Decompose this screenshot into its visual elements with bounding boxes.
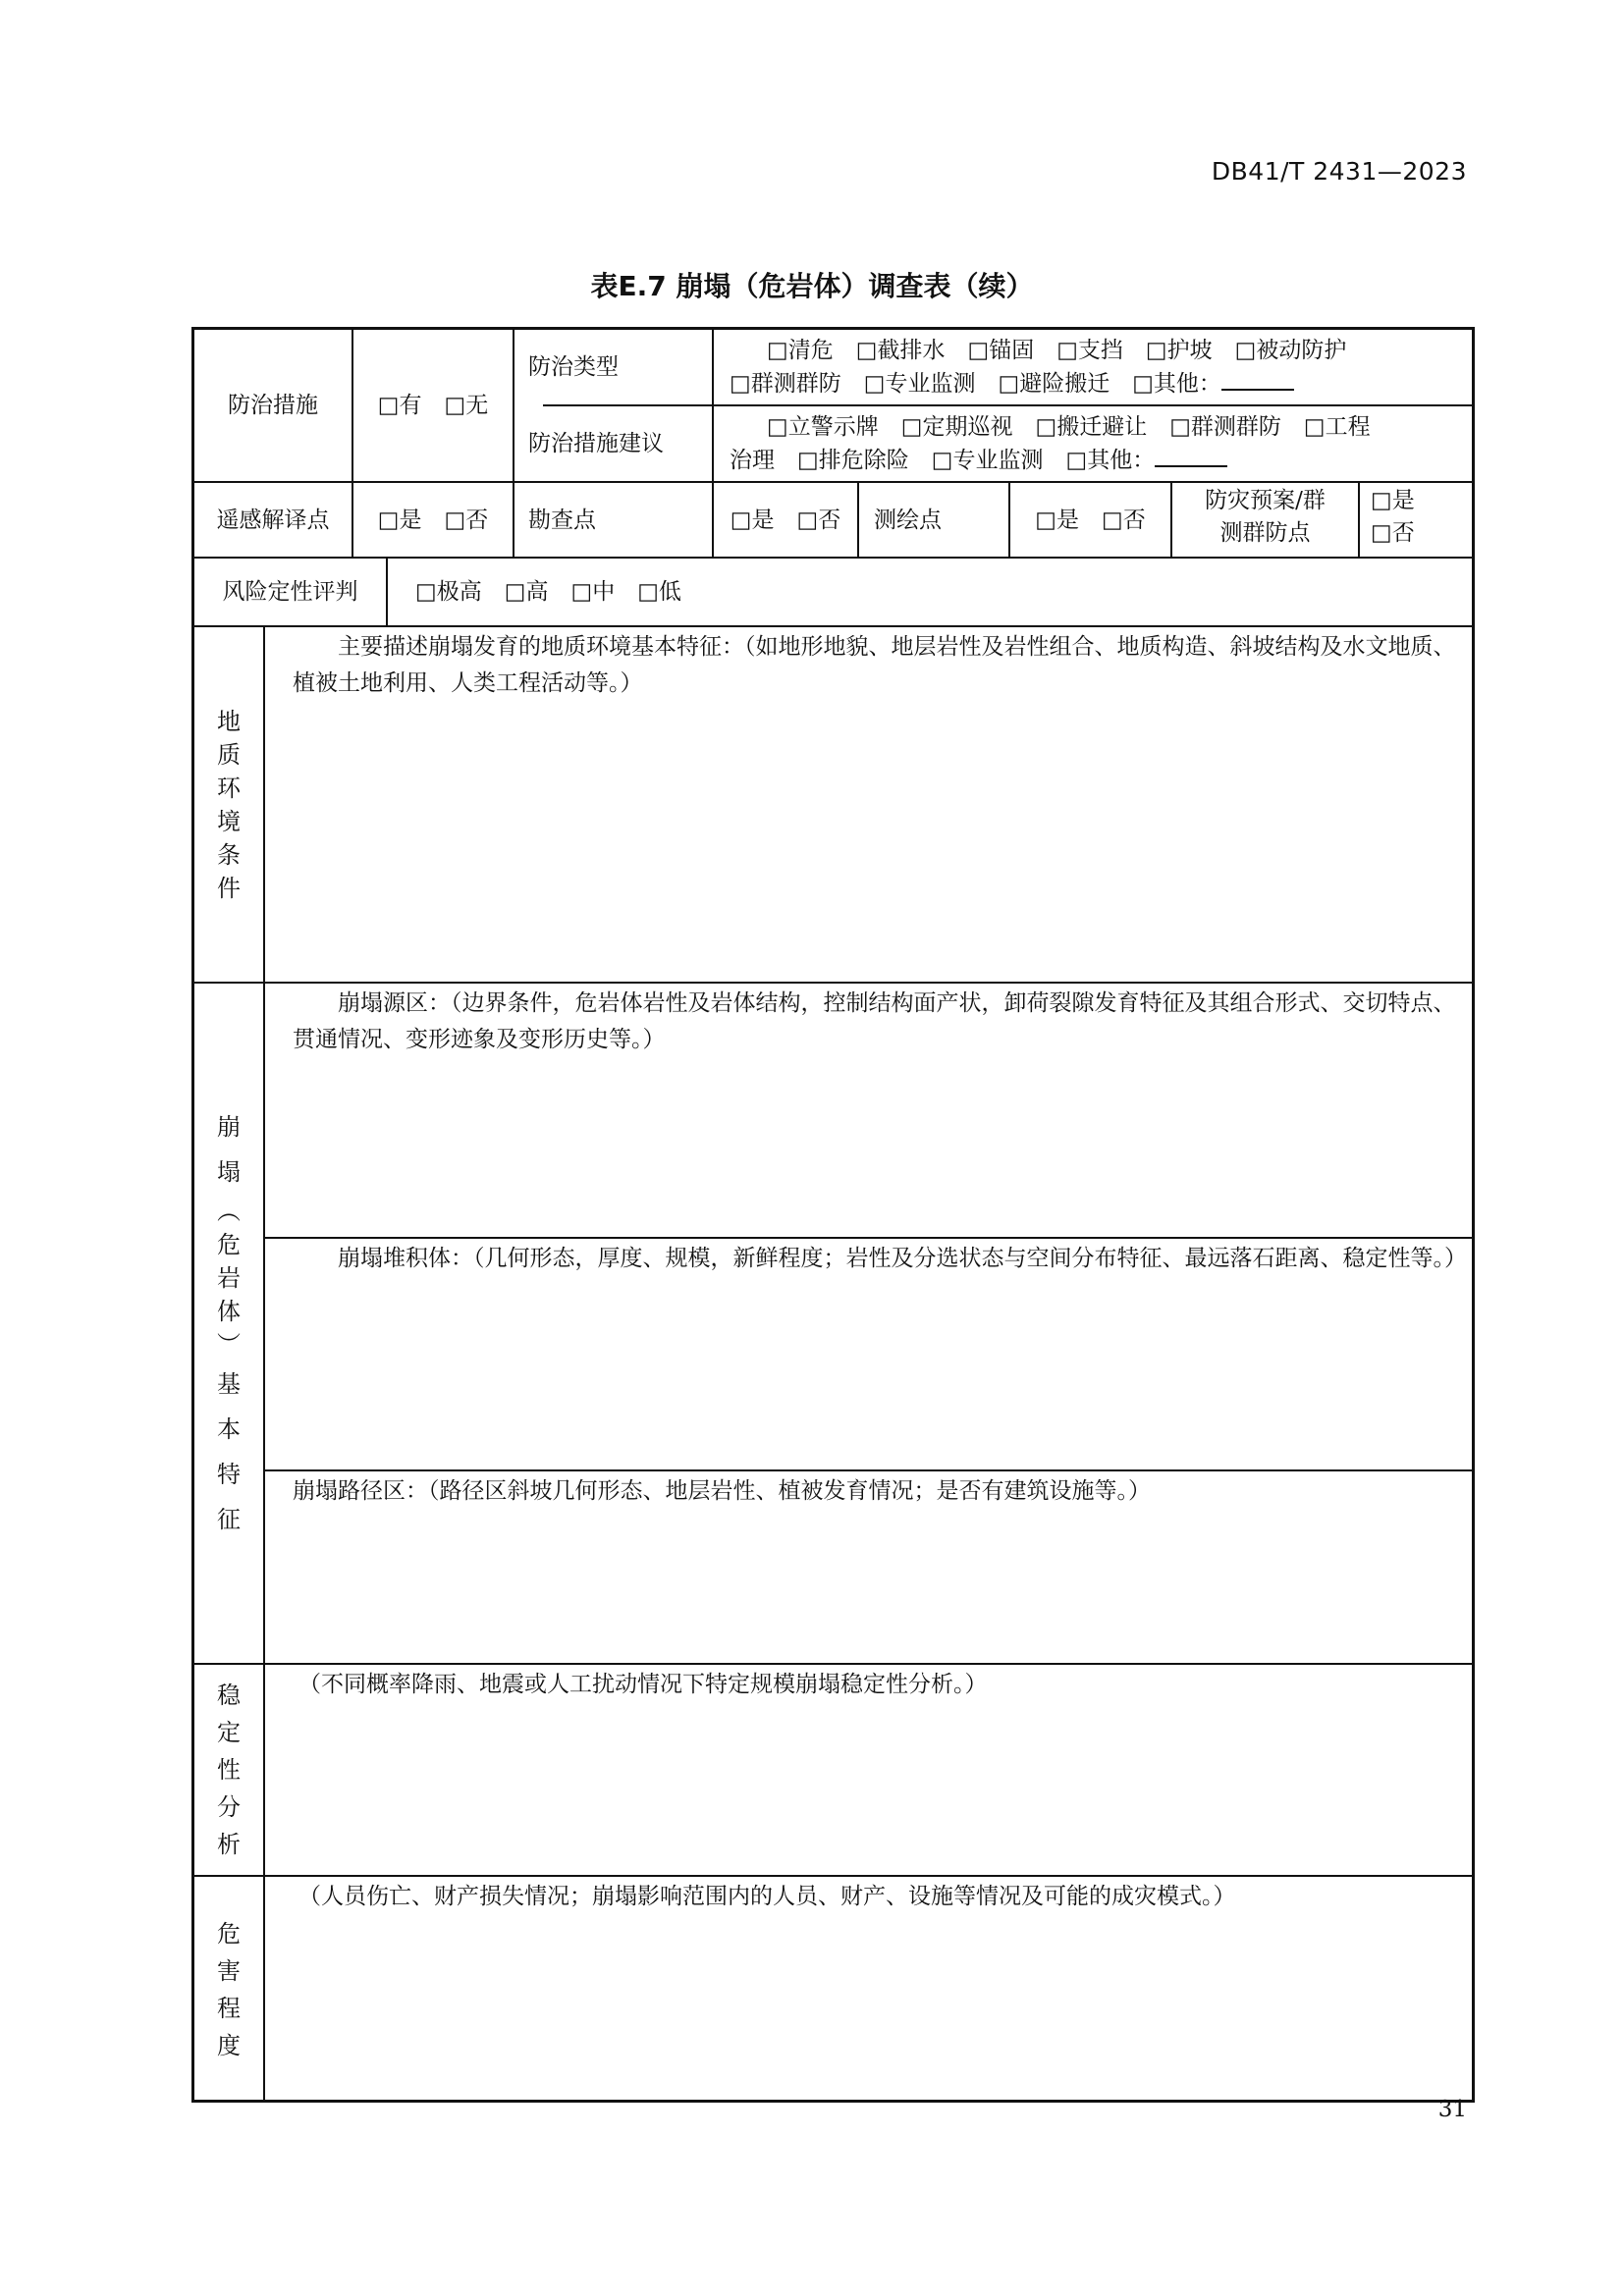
prevention-suggest-line1: □立警示牌 □定期巡视 □搬迁避让 □群测群防 □工程 <box>767 414 1371 440</box>
plan-options <box>1371 485 1469 557</box>
col-divider <box>1358 481 1360 557</box>
label-char: 境 <box>217 807 241 835</box>
risk-options: □极高 □高 □中 □低 <box>415 579 681 605</box>
deposit-text: 崩塌堆积体：（几何形态，厚度、规模，新鲜程度；岩性及分选状态与空间分布特征、最远落石距离、稳定性等。） <box>338 1246 1467 1271</box>
stability-label <box>194 1665 263 1875</box>
geo-env-label <box>194 627 263 982</box>
row-divider <box>194 1663 1475 1665</box>
label-char: 环 <box>217 774 241 802</box>
label-char: 析 <box>217 1831 241 1858</box>
label-char: ︶ <box>217 1331 241 1359</box>
hazard-text: （人员伤亡、财产损失情况；崩塌影响范围内的人员、财产、设施等情况及可能的成灾模式。） <box>298 1884 1236 1909</box>
label-char: 件 <box>217 874 241 902</box>
plan-label-line2: 测群防点 <box>1219 520 1311 546</box>
col-divider <box>513 481 514 557</box>
label-char: 体 <box>217 1298 241 1325</box>
label-char: 危 <box>217 1920 241 1948</box>
label-char: 分 <box>217 1793 241 1821</box>
source-area-text: 崩塌源区：（边界条件，危岩体岩性及岩体结构，控制结构面产状，卸荷裂隙发育特征及其组合形式、交切特点、贯通情况、变形迹象及变形历史等。） <box>293 990 1456 1052</box>
row-divider <box>263 1237 1475 1239</box>
label-char: 定 <box>217 1719 241 1746</box>
prevention-type-line1: □清危 □截排水 □锚固 □支挡 □护坡 □被动防护 <box>767 338 1347 363</box>
plan-yes: □是 <box>1371 488 1415 513</box>
label-char: 条 <box>217 840 241 869</box>
survey-label: 勘查点 <box>528 507 596 533</box>
label-char: 害 <box>217 1957 241 1985</box>
stability-text: （不同概率降雨、地震或人工扰动情况下特定规模崩塌稳定性分析。） <box>298 1672 988 1697</box>
label-char: 征 <box>217 1506 241 1533</box>
remote-label: 遥感解译点 <box>216 507 330 533</box>
label-char: 特 <box>217 1461 241 1488</box>
document-code: DB41/T 2431—2023 <box>1211 157 1467 186</box>
prevention-suggest-label: 防治措施建议 <box>528 431 664 456</box>
plan-no: □否 <box>1371 520 1415 546</box>
prevention-suggest-line2: 治理 □排危除险 □专业监测 □其他： <box>730 448 1156 473</box>
plan-label <box>1172 485 1358 557</box>
label-char: 塌 <box>217 1158 241 1186</box>
col-divider <box>712 330 714 481</box>
other-blank <box>1221 367 1294 391</box>
mapping-label: 测绘点 <box>874 507 942 533</box>
remote-options: □是 □否 <box>377 507 489 533</box>
prevention-type-line2: □群测群防 □专业监测 □避险搬迁 □其他： <box>730 371 1221 397</box>
label-char: 基 <box>217 1370 241 1398</box>
label-char: 稳 <box>217 1682 241 1709</box>
row-divider <box>194 1875 1475 1877</box>
prevention-type-options <box>730 334 1466 404</box>
path-area-text: 崩塌路径区：（路径区斜坡几何形态、地层岩性、植被发育情况；是否有建筑设施等。） <box>293 1478 1151 1504</box>
table-title: 表E.7 崩塌（危岩体）调查表（续） <box>590 270 1034 302</box>
row-divider <box>194 982 1475 984</box>
hazard-label <box>194 1877 263 2103</box>
prevention-has-options: □有 □无 <box>377 393 489 418</box>
label-char: ︵ <box>217 1198 241 1225</box>
mapping-options: □是 □否 <box>1035 507 1146 533</box>
label-char: 岩 <box>217 1264 241 1292</box>
label-char: 性 <box>217 1756 241 1784</box>
plan-label-line1: 防灾预案/群 <box>1205 488 1326 513</box>
col-divider <box>857 481 859 557</box>
label-char: 地 <box>217 707 241 735</box>
prevention-suggest-options <box>730 410 1466 481</box>
basic-label <box>194 984 263 1663</box>
label-char: 本 <box>217 1415 241 1443</box>
label-char: 程 <box>217 1995 241 2022</box>
col-divider <box>386 557 388 625</box>
geo-env-text: 主要描述崩塌发育的地质环境基本特征：（如地形地貌、地层岩性及岩性组合、地质构造、斜坡结构及水文地质、植被土地利用、人类工程活动等。） <box>293 634 1456 696</box>
col-divider <box>513 330 514 481</box>
survey-options: □是 □否 <box>730 507 841 533</box>
label-char: 度 <box>217 2032 241 2059</box>
col-divider <box>263 625 265 2103</box>
label-char: 危 <box>217 1231 241 1258</box>
label-char: 质 <box>217 740 241 769</box>
row-divider <box>194 625 1475 627</box>
survey-table <box>191 327 1475 2103</box>
page-number: 31 <box>1437 2097 1467 2122</box>
label-char: 崩 <box>217 1113 241 1141</box>
prevention-type-label: 防治类型 <box>528 354 619 380</box>
other-blank <box>1155 444 1227 467</box>
risk-label: 风险定性评判 <box>222 579 358 605</box>
row-divider <box>263 1469 1475 1471</box>
prevention-label: 防治措施 <box>228 393 318 418</box>
